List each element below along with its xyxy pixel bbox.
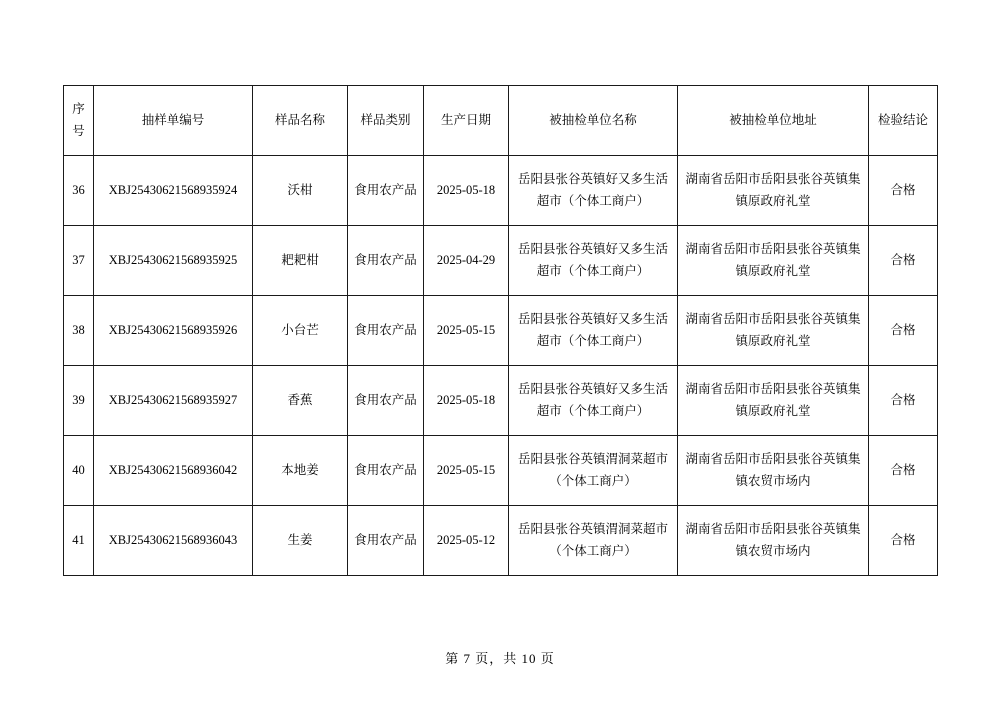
- table-cell: 湖南省岳阳市岳阳县张谷英镇集镇原政府礼堂: [678, 296, 869, 366]
- table-cell: 湖南省岳阳市岳阳县张谷英镇集镇原政府礼堂: [678, 366, 869, 436]
- table-cell: XBJ25430621568936043: [94, 506, 253, 576]
- table-cell: 36: [64, 156, 94, 226]
- table-cell: XBJ25430621568935925: [94, 226, 253, 296]
- table-row: [64, 156, 938, 226]
- table-cell: 食用农产品: [348, 366, 424, 436]
- column-header: 样品名称: [253, 86, 348, 156]
- column-header: 抽样单编号: [94, 86, 253, 156]
- table-cell: 岳阳县张谷英镇好又多生活超市（个体工商户）: [509, 226, 678, 296]
- table-row: [64, 226, 938, 296]
- header-row: [64, 86, 938, 156]
- table-cell: 湖南省岳阳市岳阳县张谷英镇集镇农贸市场内: [678, 506, 869, 576]
- table-cell: 合格: [869, 226, 938, 296]
- table-cell: 岳阳县张谷英镇渭洞菜超市（个体工商户）: [509, 506, 678, 576]
- table-body: [64, 156, 938, 576]
- table-cell: 岳阳县张谷英镇好又多生活超市（个体工商户）: [509, 156, 678, 226]
- table-cell: 湖南省岳阳市岳阳县张谷英镇集镇农贸市场内: [678, 436, 869, 506]
- table-cell: 岳阳县张谷英镇好又多生活超市（个体工商户）: [509, 366, 678, 436]
- page-footer: 第 7 页，共 10 页: [445, 651, 555, 666]
- table-cell: 食用农产品: [348, 226, 424, 296]
- table-cell: 本地姜: [253, 436, 348, 506]
- table-cell: 39: [64, 366, 94, 436]
- table-cell: 合格: [869, 506, 938, 576]
- table-cell: 40: [64, 436, 94, 506]
- inspection-results-table: [63, 85, 938, 576]
- table-cell: 38: [64, 296, 94, 366]
- table-cell: 2025-05-18: [424, 156, 509, 226]
- table-cell: XBJ25430621568936042: [94, 436, 253, 506]
- column-header: 检验结论: [869, 86, 938, 156]
- column-header: 被抽检单位地址: [678, 86, 869, 156]
- table-cell: 合格: [869, 296, 938, 366]
- table-cell: 食用农产品: [348, 436, 424, 506]
- table-cell: 小台芒: [253, 296, 348, 366]
- table-cell: 食用农产品: [348, 156, 424, 226]
- table-cell: 食用农产品: [348, 296, 424, 366]
- column-header: 生产日期: [424, 86, 509, 156]
- table-cell: 生姜: [253, 506, 348, 576]
- table-cell: 2025-05-15: [424, 296, 509, 366]
- column-header: 被抽检单位名称: [509, 86, 678, 156]
- table-cell: 41: [64, 506, 94, 576]
- table-cell: 岳阳县张谷英镇好又多生活超市（个体工商户）: [509, 296, 678, 366]
- table-row: [64, 296, 938, 366]
- table-cell: 耙耙柑: [253, 226, 348, 296]
- table-cell: 合格: [869, 156, 938, 226]
- table-cell: 食用农产品: [348, 506, 424, 576]
- table-cell: 湖南省岳阳市岳阳县张谷英镇集镇原政府礼堂: [678, 226, 869, 296]
- table-cell: 2025-05-12: [424, 506, 509, 576]
- table-cell: 合格: [869, 436, 938, 506]
- table-cell: XBJ25430621568935926: [94, 296, 253, 366]
- table-cell: 合格: [869, 366, 938, 436]
- table-cell: 沃柑: [253, 156, 348, 226]
- table-row: [64, 506, 938, 576]
- table-cell: 2025-04-29: [424, 226, 509, 296]
- table-cell: 2025-05-15: [424, 436, 509, 506]
- table-cell: 2025-05-18: [424, 366, 509, 436]
- table-cell: 37: [64, 226, 94, 296]
- table-cell: XBJ25430621568935924: [94, 156, 253, 226]
- table-cell: 湖南省岳阳市岳阳县张谷英镇集镇原政府礼堂: [678, 156, 869, 226]
- column-header: 序号: [64, 86, 94, 156]
- table-row: [64, 436, 938, 506]
- table-cell: 香蕉: [253, 366, 348, 436]
- table-cell: XBJ25430621568935927: [94, 366, 253, 436]
- table-row: [64, 366, 938, 436]
- column-header: 样品类别: [348, 86, 424, 156]
- table-cell: 岳阳县张谷英镇渭洞菜超市（个体工商户）: [509, 436, 678, 506]
